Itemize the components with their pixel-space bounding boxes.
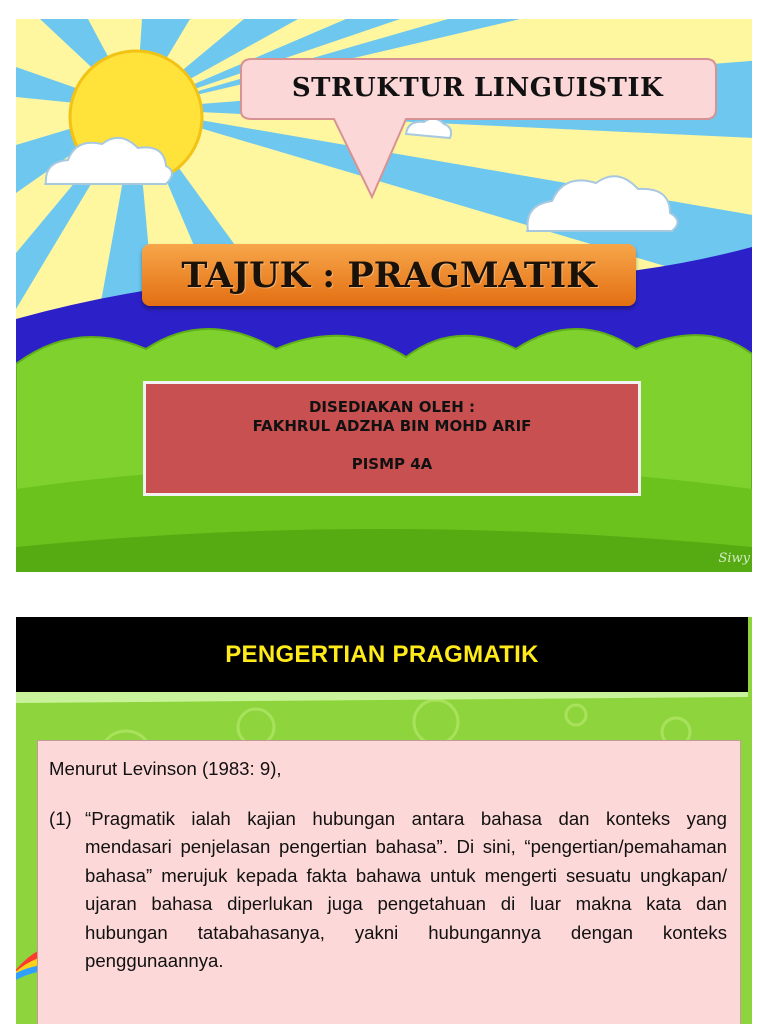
prepared-by-label: DISEDIAKAN OLEH : [308, 398, 476, 416]
item-number: (1) [49, 807, 72, 829]
topic-banner: TAJUK : PRAGMATIK [142, 244, 636, 306]
slide-header [16, 617, 748, 692]
author-name: FAKHRUL ADZHA BIN MOHD ARIF [252, 417, 532, 435]
presenter-info-box [143, 381, 641, 496]
intro-text: Menurut Levinson (1983: 9), [49, 758, 282, 779]
artist-signature: Siwy [718, 551, 750, 566]
slide-title: STRUKTUR LINGUISTIK [291, 73, 664, 103]
definition-item [49, 805, 727, 976]
title-slide [16, 19, 752, 572]
item-text: “Pragmatik ialah kajian hubungan antara bahasa dan konteks yang mendasari penjelasan pengertian bahasa”. Di sini, “pengertian/pemahaman bahasa” merujuk kepada fakta bahawa untuk mengerti sesuatu ungkapan/ ujaran bahasa diperlukan juga pengetahuan di luar makna kata dan hubungan tatabahasanya, yakni hubungannya dengan konteks penggunaannya. [85, 807, 727, 971]
class-label: PISMP 4A [351, 455, 433, 473]
slide-heading: PENGERTIAN PRAGMATIK [225, 640, 539, 668]
definition-slide [16, 617, 752, 1024]
definition-text-box [37, 740, 741, 1024]
